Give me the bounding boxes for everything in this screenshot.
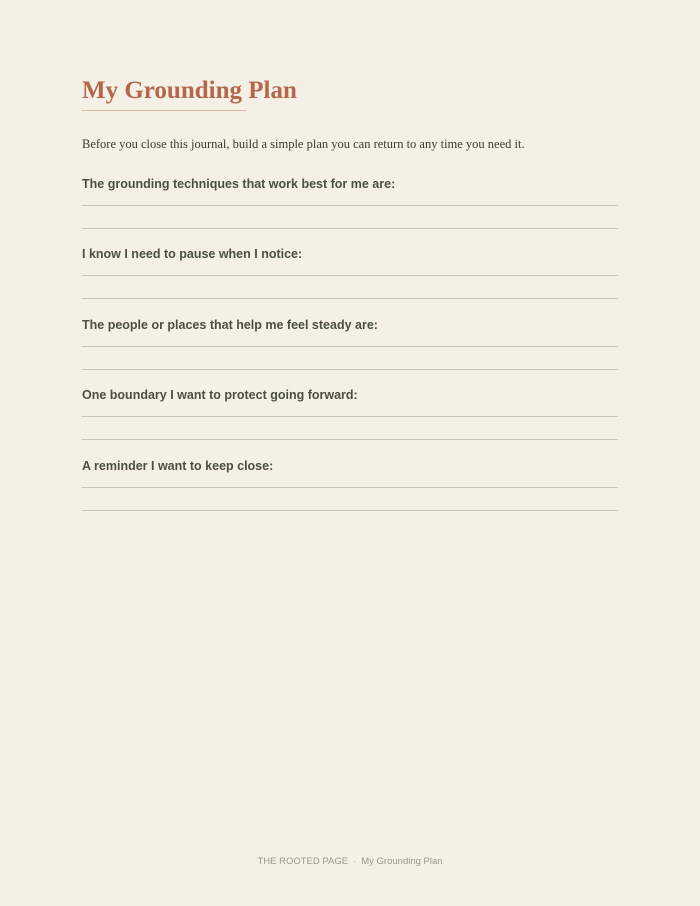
intro-text: Before you close this journal, build a simple plan you can return to any time you need it. <box>82 137 525 151</box>
writing-line[interactable] <box>82 205 618 206</box>
writing-line[interactable] <box>82 369 618 370</box>
writing-line[interactable] <box>82 487 618 488</box>
writing-line[interactable] <box>82 439 618 440</box>
writing-line[interactable] <box>82 416 618 417</box>
footer-page-name: My Grounding Plan <box>361 856 443 867</box>
prompt-label: I know I need to pause when I notice: <box>82 247 303 261</box>
footer-brand: THE ROOTED PAGE <box>257 856 349 867</box>
writing-line[interactable] <box>82 275 618 276</box>
writing-line[interactable] <box>82 346 618 347</box>
writing-line[interactable] <box>82 228 618 229</box>
page-footer <box>0 856 700 868</box>
title-underline <box>82 110 246 111</box>
prompt-label: A reminder I want to keep close: <box>82 459 274 473</box>
writing-line[interactable] <box>82 510 618 511</box>
page-title: My Grounding Plan <box>82 77 297 104</box>
footer-separator: · <box>353 856 357 867</box>
writing-line[interactable] <box>82 298 618 299</box>
prompt-label: The grounding techniques that work best for me are: <box>82 177 396 191</box>
prompt-label: One boundary I want to protect going forward: <box>82 388 358 402</box>
prompt-label: The people or places that help me feel steady are: <box>82 318 378 332</box>
